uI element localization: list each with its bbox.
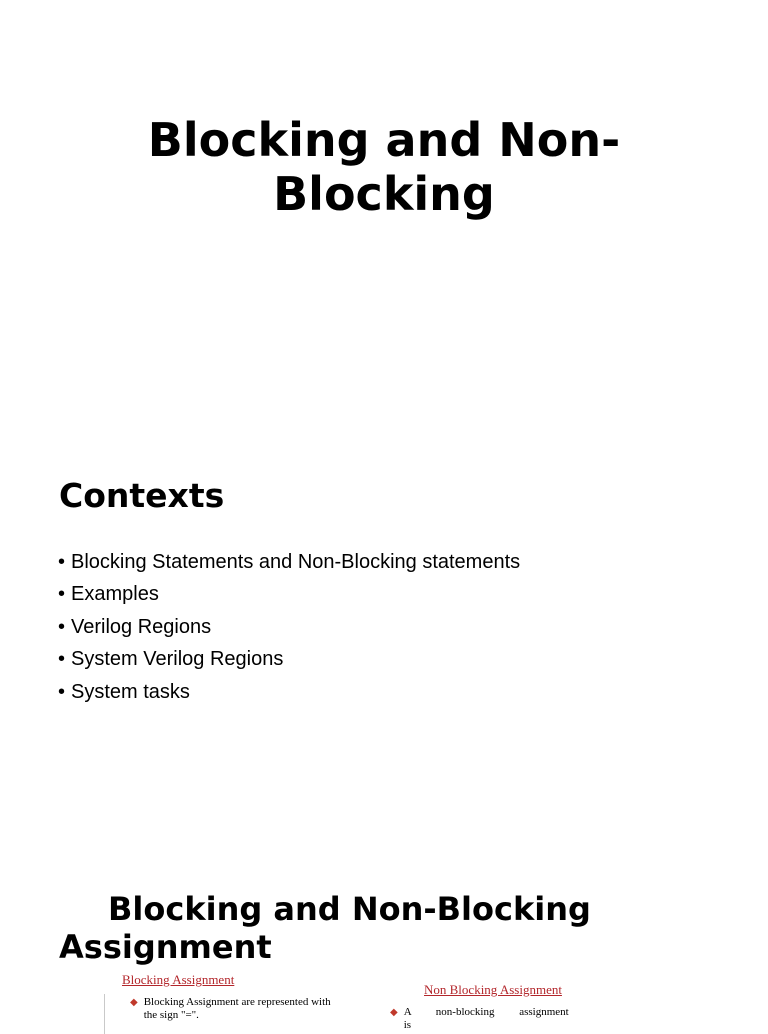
list-item: [58, 611, 520, 643]
contexts-heading: Contexts: [59, 476, 225, 515]
contexts-slide: [0, 432, 768, 864]
bullet-icon: •: [58, 615, 66, 638]
blocking-panel-title: Blocking Assignment: [122, 972, 235, 987]
assignment-heading-line-1: Blocking and Non-Blocking: [108, 890, 591, 928]
blocking-assignment-image: [104, 972, 334, 1032]
blocking-panel-text: Blocking Assignment are represented with the sign "=".: [143, 996, 331, 1021]
list-item-text: Verilog Regions: [71, 615, 212, 638]
list-item-text: Blocking Statements and Non-Blocking statements: [71, 551, 521, 573]
non-blocking-assignment-image: [390, 982, 600, 1032]
bullet-icon: •: [58, 551, 66, 573]
list-item: [58, 676, 520, 708]
list-item-text: System Verilog Regions: [71, 648, 284, 671]
blocking-panel-bullet: [104, 996, 334, 1022]
diamond-bullet-icon: ◆: [390, 1007, 398, 1018]
presentation-title: [0, 113, 768, 221]
assignment-slide: [0, 864, 768, 1031]
list-item-text: Examples: [71, 583, 159, 606]
list-item: [58, 578, 520, 610]
list-item: [58, 546, 520, 578]
diamond-bullet-icon: ◆: [130, 997, 138, 1008]
title-line-1: Blocking and Non-: [147, 113, 621, 167]
non-blocking-panel-title: Non Blocking Assignment: [424, 982, 562, 997]
panel-divider: [104, 994, 105, 1034]
bullet-icon: •: [58, 583, 66, 606]
non-blocking-panel-text: A non-blocking assignment is: [403, 1006, 569, 1031]
assignment-heading-line-2: Assignment: [59, 928, 272, 966]
title-slide: [0, 0, 768, 432]
non-blocking-panel-bullet: [390, 1006, 600, 1032]
assignment-heading: [59, 890, 591, 966]
contexts-list: [58, 546, 520, 708]
title-line-2: Blocking: [273, 167, 495, 221]
bullet-icon: •: [58, 648, 66, 671]
list-item: [58, 643, 520, 675]
bullet-icon: •: [58, 680, 66, 703]
list-item-text: System tasks: [71, 680, 190, 703]
